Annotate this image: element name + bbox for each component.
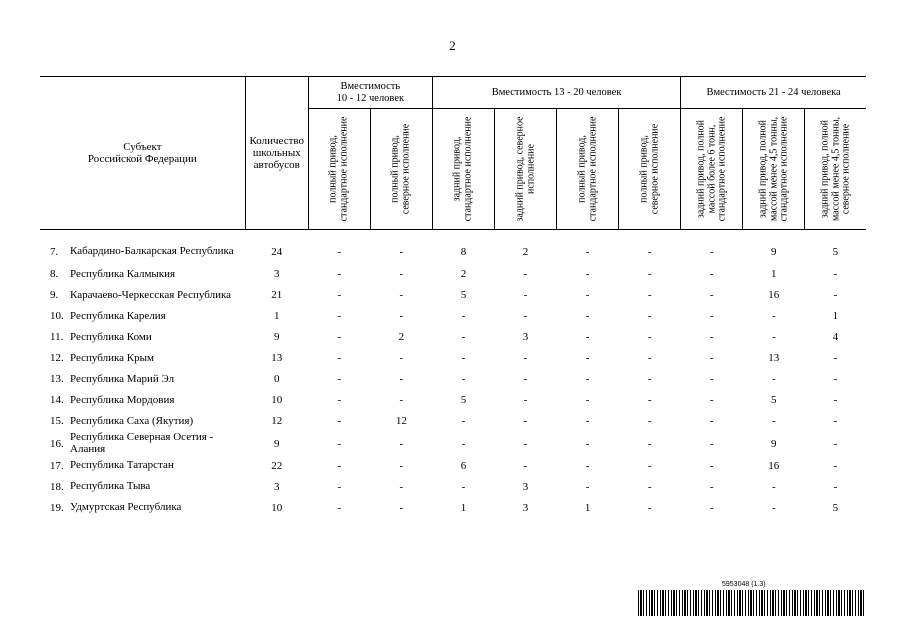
row-value: 16 bbox=[768, 459, 780, 472]
header-group-10-12: Вместимость 10 - 12 человек bbox=[308, 77, 432, 109]
row-number: 11. bbox=[50, 331, 64, 344]
row-value: - bbox=[709, 352, 714, 365]
row-subject: Республика Крым bbox=[70, 351, 154, 364]
header-sub-4 bbox=[494, 109, 556, 230]
row-count: 24 bbox=[271, 245, 283, 258]
header-sub-2 bbox=[370, 109, 432, 230]
row-value: 1 bbox=[460, 501, 467, 514]
row-subject: Республика Марий Эл bbox=[70, 372, 175, 385]
row-value: - bbox=[461, 373, 466, 386]
row-value: - bbox=[647, 437, 652, 450]
header-sub-1 bbox=[308, 109, 370, 230]
row-count: 9 bbox=[274, 437, 280, 450]
row-value: - bbox=[647, 480, 652, 493]
row-value: - bbox=[647, 268, 652, 281]
header-subject: Субъект Российской Федерации bbox=[40, 77, 245, 230]
row-subject: Карачаево-Черкесская Республика bbox=[70, 288, 232, 301]
row-count: 13 bbox=[271, 352, 283, 365]
row-value: - bbox=[399, 373, 404, 386]
row-value: 16 bbox=[768, 289, 780, 302]
row-value: 3 bbox=[522, 501, 529, 514]
row-value: - bbox=[585, 245, 590, 258]
row-value: - bbox=[337, 289, 342, 302]
row-value: - bbox=[647, 394, 652, 407]
row-number: 14. bbox=[50, 394, 64, 407]
row-value: - bbox=[647, 501, 652, 514]
row-number: 18. bbox=[50, 480, 64, 493]
row-value: - bbox=[461, 437, 466, 450]
table-row bbox=[40, 497, 866, 518]
row-number: 12. bbox=[50, 352, 64, 365]
row-value: - bbox=[833, 394, 838, 407]
row-subject: Республика Мордовия bbox=[70, 393, 175, 406]
table-row bbox=[40, 476, 866, 497]
header-sub-label: задний привод, полной массой менее 4,5 тонны, северное исполнение bbox=[818, 116, 851, 222]
row-value: 1 bbox=[584, 501, 591, 514]
row-subject: Республика Тыва bbox=[70, 479, 151, 492]
header-group-21-24: Вместимость 21 - 24 человека bbox=[681, 77, 866, 109]
row-value: - bbox=[523, 268, 528, 281]
row-value: - bbox=[461, 310, 466, 323]
row-value: - bbox=[833, 459, 838, 472]
row-count: 3 bbox=[274, 480, 280, 493]
row-value: - bbox=[709, 331, 714, 344]
row-subject: Кабардино-Балкарская Республика bbox=[70, 245, 234, 258]
row-value: 9 bbox=[771, 437, 777, 450]
row-value: - bbox=[337, 437, 342, 450]
row-value: - bbox=[647, 289, 652, 302]
header-sub-label: полный привод, стандартное исполнение bbox=[327, 116, 350, 222]
row-value: - bbox=[585, 310, 590, 323]
row-value: - bbox=[399, 437, 404, 450]
row-value: - bbox=[399, 394, 404, 407]
row-value: - bbox=[585, 480, 590, 493]
row-value: 5 bbox=[832, 501, 839, 514]
row-value: - bbox=[833, 268, 838, 281]
header-sub-label: задний привод, северное исполнение bbox=[514, 116, 536, 222]
row-value: 2 bbox=[460, 268, 467, 281]
page-number: 2 bbox=[449, 38, 456, 53]
table-row bbox=[40, 264, 866, 285]
row-value: 5 bbox=[832, 245, 839, 258]
barcode-text: 5953048 (1.3) bbox=[722, 581, 766, 588]
row-number: 9. bbox=[50, 289, 59, 302]
row-number: 16. bbox=[50, 437, 64, 450]
table-row bbox=[40, 306, 866, 327]
row-count: 12 bbox=[271, 415, 283, 428]
row-subject: Республика Северная Осетия - Алания bbox=[70, 431, 214, 455]
row-value: 8 bbox=[460, 245, 467, 258]
row-number: 17. bbox=[50, 459, 64, 472]
row-value: - bbox=[585, 268, 590, 281]
row-value: - bbox=[709, 437, 714, 450]
row-value: - bbox=[399, 459, 404, 472]
row-value: - bbox=[461, 480, 466, 493]
row-value: - bbox=[709, 480, 714, 493]
header-sub-5 bbox=[557, 109, 619, 230]
row-number: 13. bbox=[50, 373, 64, 386]
row-value: - bbox=[771, 415, 776, 428]
row-value: - bbox=[399, 480, 404, 493]
row-value: - bbox=[399, 501, 404, 514]
row-value: - bbox=[337, 459, 342, 472]
row-value: - bbox=[647, 331, 652, 344]
table-row bbox=[40, 348, 866, 369]
row-value: - bbox=[523, 352, 528, 365]
row-subject: Республика Коми bbox=[70, 330, 152, 343]
row-value: - bbox=[585, 394, 590, 407]
row-value: - bbox=[523, 310, 528, 323]
row-value: - bbox=[337, 268, 342, 281]
row-subject: Республика Карелия bbox=[70, 309, 166, 322]
barcode bbox=[638, 590, 866, 616]
row-value: - bbox=[585, 289, 590, 302]
row-count: 1 bbox=[274, 310, 280, 323]
header-sub-label: полный привод, северное исполнение bbox=[638, 123, 660, 215]
row-value: - bbox=[523, 373, 528, 386]
row-value: 2 bbox=[522, 245, 529, 258]
header-sub-label: полный привод, стандартное исполнение bbox=[576, 116, 598, 222]
row-subject: Республика Саха (Якутия) bbox=[70, 414, 194, 427]
row-value: - bbox=[461, 352, 466, 365]
row-value: - bbox=[399, 289, 404, 302]
table-row bbox=[40, 369, 866, 390]
row-value: - bbox=[585, 373, 590, 386]
row-value: - bbox=[709, 310, 714, 323]
row-count: 22 bbox=[271, 459, 283, 472]
row-value: - bbox=[399, 245, 404, 258]
bus-allocation-table bbox=[40, 76, 866, 518]
row-value: - bbox=[833, 480, 838, 493]
row-value: - bbox=[337, 331, 342, 344]
row-value: - bbox=[399, 268, 404, 281]
row-value: - bbox=[709, 415, 714, 428]
row-count: 9 bbox=[274, 331, 280, 344]
row-value: 6 bbox=[460, 459, 467, 472]
row-value: - bbox=[461, 331, 466, 344]
table-row bbox=[40, 390, 866, 411]
row-value: - bbox=[337, 373, 342, 386]
row-value: - bbox=[337, 310, 342, 323]
row-value: - bbox=[585, 459, 590, 472]
row-number: 10. bbox=[50, 310, 64, 323]
row-value: - bbox=[337, 352, 342, 365]
row-value: - bbox=[585, 331, 590, 344]
row-value: 1 bbox=[832, 310, 839, 323]
row-number: 15. bbox=[50, 415, 64, 428]
row-value: - bbox=[585, 352, 590, 365]
row-value: - bbox=[585, 415, 590, 428]
row-value: - bbox=[771, 501, 776, 514]
row-number: 19. bbox=[50, 501, 64, 514]
row-value: - bbox=[647, 352, 652, 365]
row-value: - bbox=[771, 480, 776, 493]
row-value: 5 bbox=[771, 394, 777, 407]
row-value: - bbox=[709, 245, 714, 258]
header-group-13-20: Вместимость 13 - 20 человек bbox=[432, 77, 680, 109]
row-value: - bbox=[523, 437, 528, 450]
row-value: 12 bbox=[395, 415, 407, 428]
row-value: 5 bbox=[460, 394, 467, 407]
row-value: - bbox=[771, 331, 776, 344]
row-subject: Удмуртская Республика bbox=[70, 500, 182, 513]
row-subject: Республика Калмыкия bbox=[70, 267, 176, 280]
table-row bbox=[40, 432, 866, 455]
row-value: - bbox=[833, 415, 838, 428]
row-value: - bbox=[399, 310, 404, 323]
row-value: - bbox=[337, 501, 342, 514]
row-value: 13 bbox=[768, 352, 780, 365]
row-subject: Республика Татарстан bbox=[70, 458, 174, 471]
row-value: - bbox=[709, 501, 714, 514]
row-value: - bbox=[585, 437, 590, 450]
row-value: 9 bbox=[771, 245, 777, 258]
row-count: 3 bbox=[274, 268, 280, 281]
row-value: - bbox=[833, 437, 838, 450]
table-row bbox=[40, 327, 866, 348]
header-sub-6 bbox=[619, 109, 681, 230]
header-sub-label: задний привод, полной массой менее 4,5 тонны, стандартное исполнение bbox=[757, 116, 790, 222]
row-number: 7. bbox=[50, 245, 59, 258]
table-row bbox=[40, 230, 866, 265]
row-value: - bbox=[337, 245, 342, 258]
header-sub-3 bbox=[432, 109, 494, 230]
row-value: 3 bbox=[522, 331, 529, 344]
row-value: - bbox=[523, 289, 528, 302]
row-value: - bbox=[833, 352, 838, 365]
row-value: - bbox=[709, 394, 714, 407]
row-value: - bbox=[709, 268, 714, 281]
row-value: - bbox=[337, 394, 342, 407]
header-sub-label: задний привод, полной массой более 6 тонн, стандартное исполнение bbox=[694, 116, 727, 222]
header-sub-label: полный привод, северное исполнение bbox=[389, 123, 412, 215]
row-value: - bbox=[833, 289, 838, 302]
header-sub-7 bbox=[681, 109, 743, 230]
header-sub-8 bbox=[743, 109, 805, 230]
row-value: - bbox=[709, 289, 714, 302]
table-row bbox=[40, 455, 866, 476]
row-value: - bbox=[337, 480, 342, 493]
row-value: - bbox=[399, 352, 404, 365]
header-sub-label: задний привод, стандартное исполнение bbox=[451, 116, 474, 222]
row-value: 4 bbox=[832, 331, 839, 344]
row-number: 8. bbox=[50, 268, 59, 281]
row-value: - bbox=[647, 245, 652, 258]
row-value: - bbox=[523, 394, 528, 407]
row-value: 2 bbox=[398, 331, 405, 344]
row-value: - bbox=[709, 459, 714, 472]
row-value: - bbox=[647, 415, 652, 428]
row-value: - bbox=[523, 459, 528, 472]
row-value: - bbox=[337, 415, 342, 428]
row-value: - bbox=[523, 415, 528, 428]
row-value: - bbox=[833, 373, 838, 386]
row-value: - bbox=[647, 459, 652, 472]
row-value: - bbox=[709, 373, 714, 386]
row-value: 3 bbox=[522, 480, 529, 493]
row-value: - bbox=[771, 310, 776, 323]
table-row bbox=[40, 285, 866, 306]
row-value: - bbox=[771, 373, 776, 386]
header-count: Количество школьных автобусов bbox=[245, 77, 308, 230]
row-value: - bbox=[647, 373, 652, 386]
row-count: 10 bbox=[271, 394, 283, 407]
row-value: 5 bbox=[460, 289, 467, 302]
row-count: 10 bbox=[271, 501, 283, 514]
row-value: - bbox=[647, 310, 652, 323]
row-count: 0 bbox=[274, 373, 280, 386]
row-value: - bbox=[461, 415, 466, 428]
table-row bbox=[40, 411, 866, 432]
row-value: 1 bbox=[771, 268, 777, 281]
row-count: 21 bbox=[271, 289, 283, 302]
header-sub-9 bbox=[805, 109, 866, 230]
